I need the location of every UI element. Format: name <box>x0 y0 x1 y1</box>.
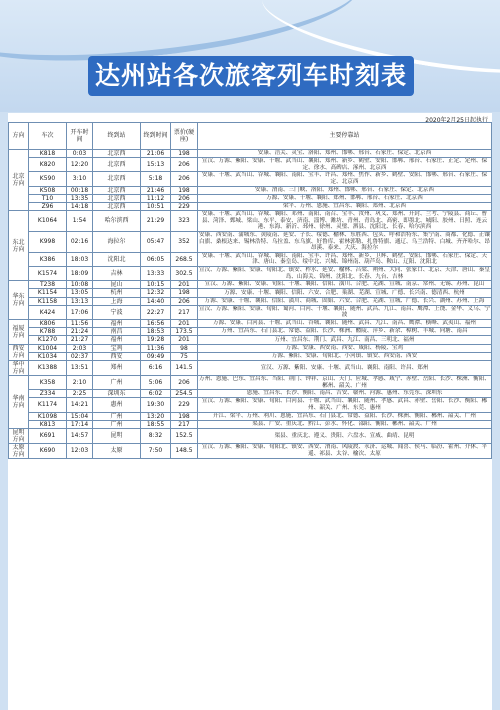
train-number-cell: Z96 <box>29 202 67 210</box>
effective-date: 2020年2月25日起执行 <box>425 117 488 124</box>
stops-cell: 安康、渭南、三门峡、洛阳、郑州、邯郸、邢台、石家庄、保定、北京西 <box>198 186 492 194</box>
column-header: 终到时间 <box>141 123 171 150</box>
table-row <box>9 443 492 458</box>
stops-cell: 万源、安康、十堰、襄阳、信阳、潢川、商城、固始、六安、合肥、芜湖、宣城、广德、长兴、湖州、苏州、上海 <box>198 297 492 305</box>
departure-time-cell: 1:54 <box>67 211 93 232</box>
price-cell: 268.5 <box>171 252 198 266</box>
direction-cell: 东北方向 <box>9 211 29 281</box>
table-row <box>9 297 492 305</box>
destination-cell: 太原 <box>93 443 141 458</box>
destination-cell: 海拉尔 <box>93 231 141 252</box>
train-number-cell: K1158 <box>29 297 67 305</box>
stops-cell: 宣汉、万源、紫阳、安康、旬阳北、镇安、西安、渭南、风陵渡、永济、运城、闻喜、侯马、临汾、霍州、介休、平遥、祁县、太谷、榆次、太原 <box>198 443 492 458</box>
stops-cell: 安康、十堰、武当山、谷城、襄阳、邓州、南阳、南召、宝丰、汝州、巩义、郑州、开封、兰考、宁陵县、商丘、曹县、菏泽、鄄城、梁山、东平、泰安、济南、淄博、潍坊、青州、青岛北、高密、即墨北、城阳、胶州、日照、连云港、东海、新沂、邳州、徐州、灵璧、泗县、沈阳北、长春、哈尔滨西 <box>198 211 492 232</box>
price-cell: 198 <box>171 150 198 158</box>
arrival-time-cell: 8:32 <box>141 428 171 443</box>
direction-cell: 福厦方向 <box>9 319 29 344</box>
price-cell: 198 <box>171 289 198 297</box>
departure-time-cell: 02:16 <box>67 231 93 252</box>
destination-cell: 吉林 <box>93 266 141 280</box>
departure-time-cell: 14:57 <box>67 428 93 443</box>
arrival-time-cell: 18:53 <box>141 328 171 336</box>
departure-time-cell: 13:05 <box>67 289 93 297</box>
arrival-time-cell: 16:56 <box>141 319 171 327</box>
train-number-cell: K358 <box>29 375 67 389</box>
table-row <box>9 420 492 428</box>
train-number-cell: K590 <box>29 172 67 186</box>
destination-cell: 昆明 <box>93 428 141 443</box>
direction-cell: 华中方向 <box>9 360 29 375</box>
table-row <box>9 352 492 360</box>
price-cell: 302.5 <box>171 266 198 280</box>
price-cell: 198 <box>171 412 198 420</box>
stops-cell: 渠县、广安、重庆北、黔江、彭水、怀化、邵阳、衡阳、郴州、韶关、广州 <box>198 420 492 428</box>
arrival-time-cell: 13:20 <box>141 412 171 420</box>
direction-cell: 华南方向 <box>9 375 29 428</box>
train-number-cell: K818 <box>29 150 67 158</box>
destination-cell: 哈尔滨西 <box>93 211 141 232</box>
price-cell: 206 <box>171 375 198 389</box>
train-number-cell: K1574 <box>29 266 67 280</box>
stops-cell: 宣汉、万源、紫阳、安康、旬阳、蜀河、白河、十堰、襄阳、随州、武昌、九江、南昌、鹰潭、上饶、金华、义乌、宁波 <box>199 305 490 319</box>
stops-cell: 安康、十堰、武当山、谷城、襄阳、南阳、宝丰、许昌、郑州、焦作、新乡、鹤壁、安阳、邯郸、邢台、石家庄、保定、北京西 <box>198 172 492 186</box>
destination-cell: 北京西 <box>93 202 141 210</box>
train-number-cell: K424 <box>29 305 67 319</box>
price-cell: 75 <box>171 352 198 360</box>
arrival-time-cell: 21:29 <box>141 211 171 232</box>
table-row <box>9 428 492 443</box>
arrival-time-cell: 19:28 <box>141 336 171 344</box>
table-row <box>9 202 492 210</box>
stops-cell: 万源、紫阳、安康、旬阳北、小河镇、镇安、西安南、西安 <box>198 352 492 360</box>
arrival-time-cell: 19:30 <box>141 398 171 412</box>
train-number-cell: Z334 <box>29 390 67 398</box>
departure-time-cell: 12:03 <box>67 443 93 458</box>
price-cell: 206 <box>171 194 198 202</box>
departure-time-cell: 18:03 <box>67 252 93 266</box>
destination-cell: 郑州 <box>93 360 141 375</box>
column-header: 终到站 <box>93 123 141 150</box>
column-header: 票价(硬座) <box>171 123 198 150</box>
table-row <box>9 252 492 266</box>
stops-cell: 安康、十堰、武当山、谷城、襄阳、南阳、宝丰、许昌、郑州、新乡、卫辉、鹤壁、安阳、邯郸、石家庄、保定、天津、唐山、秦皇岛、绥中北、兴城、锦州南、葫芦岛、鞍山、辽阳、沈阳北 <box>198 252 492 266</box>
destination-cell: 西安 <box>93 352 141 360</box>
arrival-time-cell: 12:32 <box>141 289 171 297</box>
timetable <box>8 122 492 459</box>
stops-cell: 宣汉、万源、紫阳、安康、十堰、武当山、襄阳、南阳、许昌、郑州 <box>198 360 492 375</box>
column-header: 方向 <box>9 123 29 150</box>
destination-cell: 北京西 <box>93 194 141 202</box>
price-cell: 148.5 <box>171 443 198 458</box>
price-cell: 206 <box>171 297 198 305</box>
destination-cell: 福州 <box>93 319 141 327</box>
price-cell: 152.5 <box>171 428 198 443</box>
arrival-time-cell: 6:02 <box>141 390 171 398</box>
destination-cell: 广州 <box>93 375 141 389</box>
train-number-cell: T10 <box>29 194 67 202</box>
price-cell: 141.5 <box>171 360 198 375</box>
stops-cell: 万源、安康、十堰、襄阳、郑州、邯郸、邢台、石家庄、北京西 <box>198 194 492 202</box>
departure-time-cell: 18:09 <box>67 266 93 280</box>
price-cell: 229 <box>171 398 198 412</box>
table-row <box>9 375 492 389</box>
table-row <box>9 344 492 352</box>
destination-cell: 北京西 <box>93 186 141 194</box>
price-cell: 254.5 <box>171 390 198 398</box>
price-cell: 201 <box>171 281 198 289</box>
destination-cell: 北京西 <box>93 158 141 172</box>
departure-time-cell: 2:03 <box>67 344 93 352</box>
train-number-cell: K1004 <box>29 344 67 352</box>
train-number-cell: K998 <box>29 231 67 252</box>
destination-cell: 深圳东 <box>93 390 141 398</box>
arrival-time-cell: 6:16 <box>141 360 171 375</box>
stops-cell: 万源、安康、十堰、襄阳、信阳、六安、合肥、巢湖、芜湖、宣城、广德、长兴南、德清西、杭州 <box>198 289 492 297</box>
train-number-cell: K1270 <box>29 336 67 344</box>
table-row <box>9 360 492 375</box>
arrival-time-cell: 18:55 <box>141 420 171 428</box>
table-row <box>9 172 492 186</box>
arrival-time-cell: 11:12 <box>141 194 171 202</box>
stops-cell: 安康、涪关、灵宝、洛阳、郑州、邯郸、邢台、石家庄、保定、北京西 <box>198 150 492 158</box>
destination-cell: 沈阳北 <box>93 252 141 266</box>
stops-cell: 宣汉、万源、紫阳、安康、旬阳、白河县、十堰、武当山、襄阳、随州、孝感、武昌、赤壁、岳阳、长沙、衡阳、郴州、韶关、广州、东莞、惠州 <box>198 398 492 412</box>
stops-cell: 万源、安康、白河县、十堰、武当山、谷城、襄阳、随州、武昌、九江、南昌、鹰潭、横峰、武夷山、福州 <box>198 319 492 327</box>
table-row <box>9 186 492 194</box>
direction-cell: 西安方向 <box>9 344 29 360</box>
destination-cell: 上海 <box>93 297 141 305</box>
destination-cell: 南昌 <box>93 328 141 336</box>
timetable-panel <box>8 113 492 710</box>
destination-cell: 北京西 <box>93 150 141 158</box>
stops-cell: 万源、安康、西安南、西安、咸阳、杨陵、宝鸡 <box>198 344 492 352</box>
direction-cell: 太原方向 <box>9 443 29 458</box>
train-number-cell: K1064 <box>29 211 67 232</box>
departure-time-cell: 14:18 <box>67 202 93 210</box>
departure-time-cell: 00:18 <box>67 186 93 194</box>
arrival-time-cell: 5:18 <box>141 172 171 186</box>
departure-time-cell: 15:04 <box>67 412 93 420</box>
departure-time-cell: 12:20 <box>67 158 93 172</box>
table-row <box>9 305 492 319</box>
train-number-cell: K386 <box>29 252 67 266</box>
stops-cell: 渠县、重庆北、遵义、贵阳、六盘水、宣威、曲靖、昆明 <box>198 428 492 443</box>
direction-cell: 北京方向 <box>9 150 29 211</box>
arrival-time-cell: 7:50 <box>141 443 171 458</box>
column-header: 开车时间 <box>67 123 93 150</box>
destination-cell: 惠州 <box>93 398 141 412</box>
departure-time-cell: 2:10 <box>67 375 93 389</box>
stops-cell: 宣汉、万源、紫阳、安康、十堰、武当山、襄阳、郑州、新乡、鹤壁、安阳、邯郸、邢台、石家庄、正定、定州、保定、徐水、高碑店、涿州、北京西 <box>198 158 492 172</box>
price-cell: 198 <box>171 186 198 194</box>
direction-cell: 华东方向 <box>9 281 29 320</box>
departure-time-cell: 0:03 <box>67 150 93 158</box>
departure-time-cell: 21:27 <box>67 336 93 344</box>
stops-cell: 梁平、万州、恩施、宜昌东、襄阳、郑州、北京西 <box>198 202 492 210</box>
stops-cell: 万州、宜昌东、荆门、武昌、九江、南昌、三明北、福州 <box>198 336 492 344</box>
stops-cell: 宣汉、万源、紫阳、安康、旬阳北、镇安、柞水、延安、榆林、吕梁、朔州、大同、张家口、北京、天津、唐山、秦皇岛、山海关、锦州、沈阳北、长春、九台、吉林 <box>199 266 490 280</box>
arrival-time-cell: 21:06 <box>141 150 171 158</box>
table-row <box>9 319 492 327</box>
column-header: 车次 <box>29 123 67 150</box>
arrival-time-cell: 5:06 <box>141 375 171 389</box>
train-number-cell: K1388 <box>29 360 67 375</box>
train-number-cell: K1034 <box>29 352 67 360</box>
train-number-cell: K691 <box>29 428 67 443</box>
table-row <box>9 336 492 344</box>
table-header-row <box>9 123 492 150</box>
price-cell: 98 <box>171 344 198 352</box>
stops-cell: 恩施、宜昌东、长沙、衡阳、南昌、吉安、赣州、河源、惠州、东莞东、深圳东 <box>198 390 492 398</box>
price-cell: 206 <box>171 172 198 186</box>
table-row <box>9 289 492 297</box>
table-row <box>9 281 492 289</box>
table-row <box>9 328 492 336</box>
arrival-time-cell: 11:36 <box>141 344 171 352</box>
train-number-cell: K813 <box>29 420 67 428</box>
arrival-time-cell: 10:51 <box>141 202 171 210</box>
header-banner <box>0 0 500 112</box>
departure-time-cell: 11:56 <box>67 319 93 327</box>
table-row <box>9 158 492 172</box>
arrival-time-cell: 09:49 <box>141 352 171 360</box>
table-row <box>9 150 492 158</box>
departure-time-cell: 14:21 <box>67 398 93 412</box>
stops-cell: 宣汉、万源、紫阳、安康、旬阳、十堰、襄阳、信阳、潢川、合肥、芜湖、宣城、南京、常州、无锡、苏州、昆山 <box>198 281 492 289</box>
stops-cell: 安康、西安南、蒲城东、黄陵南、延安、子长、绥德、榆林、东胜西、包头、呼和浩特东、集宁南、商都、化德、正镶白旗、桑根达来、锡林浩特、乌拉盖、东乌旗、好鲁库、霍林郭勒、扎鲁特旗、通辽、乌兰浩特、白城、齐齐哈尔、昂昂溪、泰来、大庆、海拉尔 <box>199 231 490 252</box>
destination-cell: 宝鸡 <box>93 344 141 352</box>
departure-time-cell: 13:51 <box>67 360 93 375</box>
table-body <box>9 150 492 459</box>
train-number-cell: K690 <box>29 443 67 458</box>
price-cell: 217 <box>171 305 198 319</box>
price-cell: 201 <box>171 319 198 327</box>
destination-cell: 北京西 <box>93 172 141 186</box>
table-row <box>9 398 492 412</box>
price-cell: 173.5 <box>171 328 198 336</box>
table-row <box>9 412 492 420</box>
destination-cell: 昆山 <box>93 281 141 289</box>
arrival-time-cell: 10:15 <box>141 281 171 289</box>
arrival-time-cell: 15:13 <box>141 158 171 172</box>
arrival-time-cell: 21:46 <box>141 186 171 194</box>
table-row <box>9 266 492 280</box>
price-cell: 323 <box>171 211 198 232</box>
destination-cell: 宁波 <box>93 305 141 319</box>
table-row <box>9 390 492 398</box>
departure-time-cell: 13:35 <box>67 194 93 202</box>
departure-time-cell: 21:24 <box>67 328 93 336</box>
departure-time-cell: 3:10 <box>67 172 93 186</box>
train-number-cell: K1174 <box>29 398 67 412</box>
page-title: 达州站各次旅客列车时刻表 <box>94 61 407 90</box>
train-number-cell: K820 <box>29 158 67 172</box>
direction-cell: 昆明方向 <box>9 428 29 443</box>
table-row <box>9 211 492 232</box>
table-row <box>9 194 492 202</box>
price-cell: 206 <box>171 158 198 172</box>
price-cell: 229 <box>171 202 198 210</box>
table-row <box>9 231 492 252</box>
price-cell: 352 <box>171 231 198 252</box>
arrival-time-cell: 05:47 <box>141 231 171 252</box>
train-number-cell: K1154 <box>29 289 67 297</box>
stops-cell: 开江、梁平、万州、利川、恩施、宜昌东、石门县北、常德、益阳、长沙、株洲、衡阳、郴州、韶关、广州 <box>198 412 492 420</box>
arrival-time-cell: 14:40 <box>141 297 171 305</box>
price-cell: 217 <box>171 420 198 428</box>
arrival-time-cell: 22:27 <box>141 305 171 319</box>
train-number-cell: K806 <box>29 319 67 327</box>
departure-time-cell: 2:25 <box>67 390 93 398</box>
destination-cell: 杭州 <box>93 289 141 297</box>
column-header: 主要停靠站 <box>198 123 492 150</box>
stops-cell: 万州、宜昌东、石门县北、常德、益阳、长沙、株洲、醴陵、萍乡、新余、樟树、丰城、向塘、南昌 <box>198 328 492 336</box>
stops-cell: 万州、恩施、巴东、宜昌东、当阳、荆门、钟祥、京山、天门、应城、孝感、咸宁、赤壁、岳阳、长沙、株洲、衡阳、郴州、韶关、广州 <box>199 375 490 389</box>
train-number-cell: K788 <box>29 328 67 336</box>
departure-time-cell: 02:37 <box>67 352 93 360</box>
departure-time-cell: 13:13 <box>67 297 93 305</box>
train-number-cell: K1098 <box>29 412 67 420</box>
destination-cell: 广州 <box>93 412 141 420</box>
destination-cell: 广州 <box>93 420 141 428</box>
departure-time-cell: 10:08 <box>67 281 93 289</box>
departure-time-cell: 17:14 <box>67 420 93 428</box>
train-number-cell: T238 <box>29 281 67 289</box>
destination-cell: 福州 <box>93 336 141 344</box>
departure-time-cell: 17:06 <box>67 305 93 319</box>
price-cell: 201 <box>171 336 198 344</box>
arrival-time-cell: 06:05 <box>141 252 171 266</box>
train-number-cell: K508 <box>29 186 67 194</box>
arrival-time-cell: 13:33 <box>141 266 171 280</box>
